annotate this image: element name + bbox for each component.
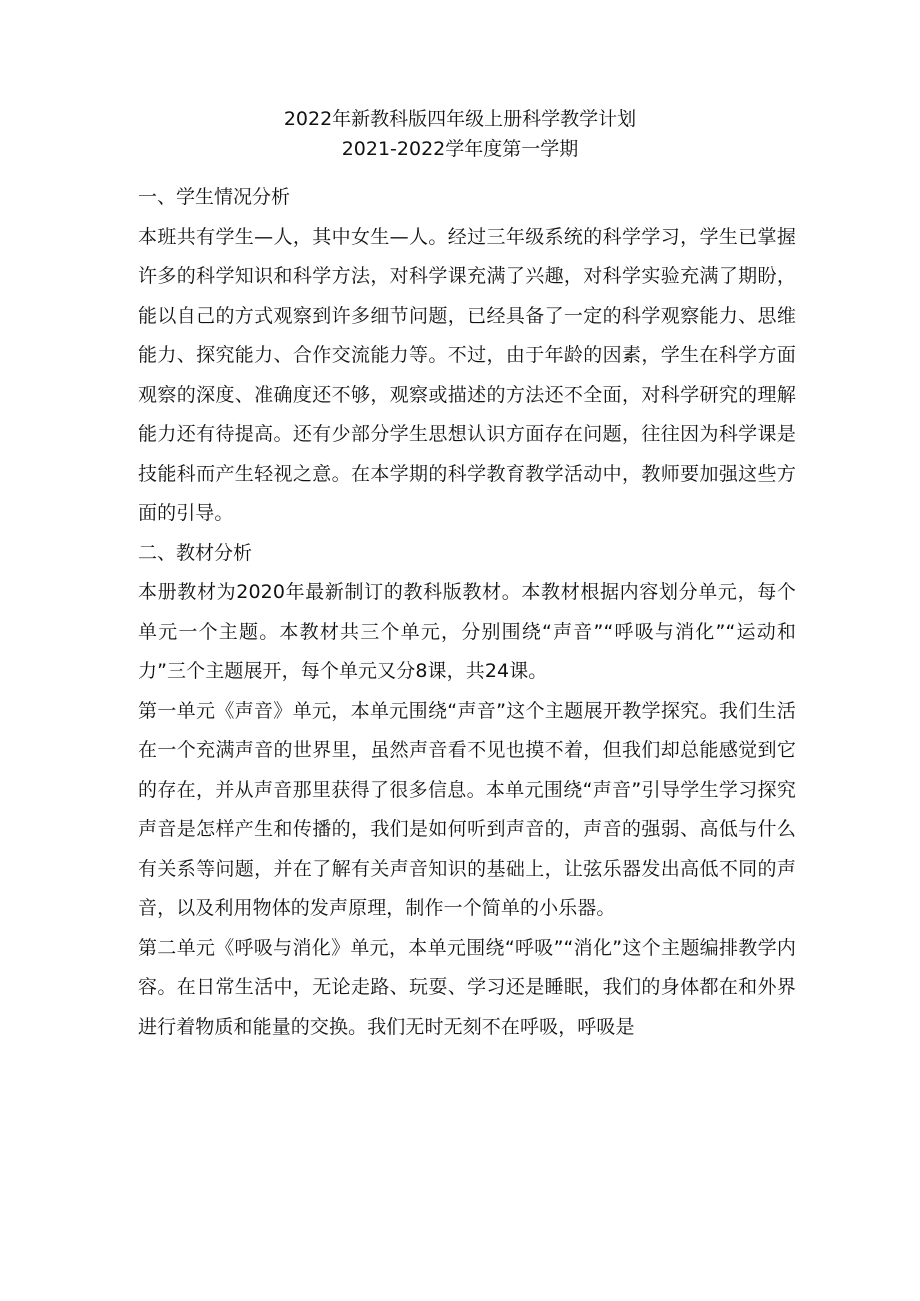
paragraph-unit-one: 第一单元《声音》单元，本单元围绕“声音”这个主题展开教学探究。我们生活在一个充满声音的世界里，虽然声音看不见也摸不着，但我们却总能感觉到它的存在，并从声音那里获得了很多信息。本单元围绕“声音”引导学生学习探究声音是怎样产生和传播的，我们是如何听到声音的，声音的强弱、高低与什么有关系等问题，并在了解有关声音知识的基础上，让弦乐器发出高低不同的声音，以及利用物体的发声原理，制作一个简单的小乐器。 [138, 699, 796, 919]
section-heading-textbook-analysis: 二、教材分析 [138, 541, 253, 564]
title-block [0, 104, 920, 164]
section-heading-student-analysis: 一、学生情况分析 [138, 186, 291, 208]
document-body [138, 178, 796, 1047]
paragraph-unit-two: 第二单元《呼吸与消化》单元，本单元围绕“呼吸”“消化”这个主题编排教学内容。在日常生活中，无论走路、玩耍、学习还是睡眠，我们的身体都在和外界进行着物质和能量的交换。我们无时无刻不在呼吸，呼吸是 [138, 936, 796, 1038]
paragraph-student-analysis: 本班共有学生—人，其中女生—人。经过三年级系统的科学学习，学生已掌握许多的科学知识和科学方法，对科学课充满了兴趣，对科学实验充满了期盼，能以自己的方式观察到许多细节问题，已经具备了一定的科学观察能力、思维能力、探究能力、合作交流能力等。不过，由于年龄的因素，学生在科学方面观察的深度、准确度还不够，观察或描述的方法还不全面，对科学研究的理解能力还有待提高。还有少部分学生思想认识方面存在问题，往往因为科学课是技能科而产生轻视之意。在本学期的科学教育教学活动中，教师要加强这些方面的引导。 [138, 225, 796, 524]
paragraph-textbook-overview: 本册教材为2020年最新制订的教科版教材。本教材根据内容划分单元，每个单元一个主题。本教材共三个单元，分别围绕“声音”“呼吸与消化”“运动和力”三个主题展开，每个单元又分8课，共24课。 [138, 581, 796, 682]
document-title: 2022年新教科版四年级上册科学教学计划 [283, 108, 637, 130]
document-subtitle: 2021-2022学年度第一学期 [341, 138, 579, 160]
